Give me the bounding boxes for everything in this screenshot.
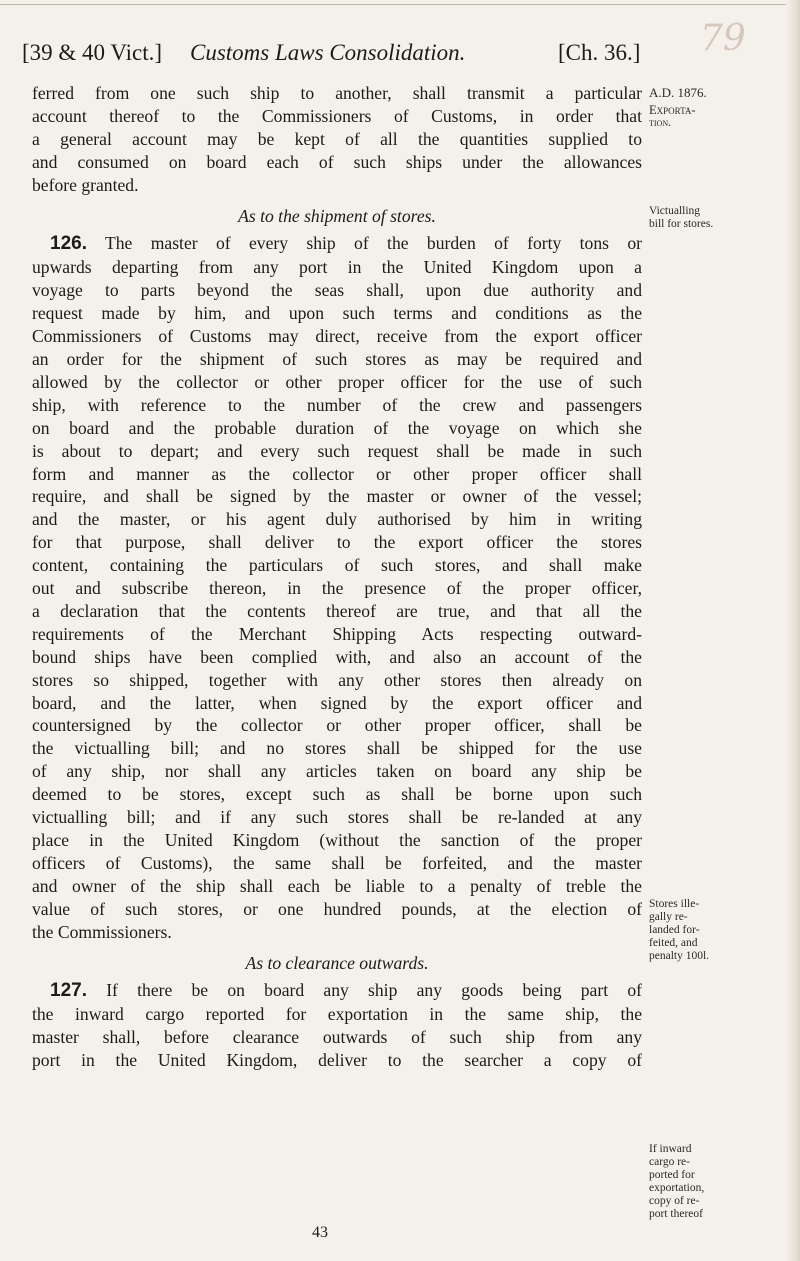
text-line: port in the United Kingdom, deliver to the searcher a copy of [32,1050,642,1071]
text-line: value of such stores, or one hundred pounds, at the election of [32,898,642,919]
margin-line: Victualling [649,205,701,217]
margin-note-exportation [649,104,789,130]
text-line: ferred from one such ship to another, shall transmit a particular [32,83,642,103]
text-line: victualling bill; and if any such stores shall be re-landed at any [32,807,642,828]
text-line: place in the United Kingdom (without the sanction of the proper [32,830,642,850]
header-title: Customs Laws Consolidation. [190,40,466,65]
margin-line: port thereof [649,1208,703,1220]
text-line: allowed by the collector or other proper officer for the use of such [32,371,642,392]
margin-note-inward-cargo [649,1143,789,1221]
text-line: and consumed on board each of such ships under the allowances [32,151,642,172]
margin-line: ported for [649,1169,695,1181]
section-heading-shipment-of-stores: As to the shipment of stores. [238,205,436,226]
margin-line: exportation, [649,1182,705,1194]
text-line: form and manner as the collector or other proper officer shall [32,463,642,484]
text-line: officers of Customs), the same shall be forfeited, and the master [32,852,642,873]
margin-note-year [649,86,789,99]
text-line: is about to depart; and every such request shall be made in such [32,440,642,461]
text-line: require, and shall be signed by the master or owner of the vessel; [32,486,642,507]
page-edge-shadow [786,0,800,1261]
text-line: the victualling bill; and no stores shall be shipped for the use [32,738,642,759]
section-heading-clearance-outwards: As to clearance outwards. [245,952,429,973]
text-line: of any ship, nor shall any articles taken on board any ship be [32,761,642,782]
text-line: countersigned by the collector or other proper officer, shall be [32,715,642,736]
text-line: The master of every ship of the burden of forty tons or [105,233,642,254]
margin-note-victualling-bill [649,205,789,231]
margin-line: copy of re- [649,1195,700,1207]
margin-line: feited, and [649,937,698,949]
text-line: before granted. [32,174,139,195]
text-line: on board and the probable duration of the voyage on which she [32,417,642,438]
text-line: voyage to parts beyond the seas shall, upon due authority and [32,280,642,301]
text-line: upwards departing from any port in the United Kingdom upon a [32,257,642,278]
text-line: content, containing the particulars of such stores, and shall make [32,555,642,576]
text-line: request made by him, and upon such terms and conditions as the [32,303,642,324]
margin-year: A.D. 1876. [649,85,707,100]
margin-line: cargo re- [649,1156,690,1168]
text-line: account thereof to the Commissioners of Customs, in order that [32,105,642,126]
margin-line: If inward [649,1143,692,1155]
text-line: If there be on board any ship any goods being part of [106,980,642,1001]
text-line: stores so shipped, together with any other stores then already on [32,669,642,690]
text-line: the Commissioners. [32,921,172,942]
text-line: out and subscribe thereon, in the presence of the proper officer, [32,578,642,599]
margin-line: Stores ille- [649,898,700,910]
header-regnal-year: [39 & 40 Vict.] [22,40,163,65]
text-line: deemed to be stores, except such as shall be borne upon such [32,784,642,805]
section-127-first-line [32,979,642,1003]
text-line: requirements of the Merchant Shipping Acts respecting outward- [32,623,642,644]
text-line: master shall, before clearance outwards of such ship from any [32,1027,642,1048]
margin-line: bill for stores. [649,218,714,230]
text-line: a general account may be kept of all the quantities supplied to [32,128,642,149]
text-line: for that purpose, shall deliver to the export officer the stores [32,532,642,553]
text-line: board, and the latter, when signed by the export officer and [32,692,642,713]
margin-line: landed for- [649,924,700,936]
margin-line: penalty 100l. [649,950,710,962]
top-rule [0,4,786,5]
margin-line: gally re- [649,911,688,923]
text-line: the inward cargo reported for exportation in the same ship, the [32,1004,642,1025]
margin-note-stores-relanded [649,898,789,963]
text-line: ship, with reference to the number of the crew and passengers [32,394,642,415]
text-line: and owner of the ship shall each be liable to a penalty of treble the [32,875,642,896]
handwritten-folio-number: 79 [700,18,746,59]
header-chapter: [Ch. 36.] [558,40,641,65]
text-line: and the master, or his agent duly authorised by him in writing [32,509,642,530]
text-line: bound ships have been complied with, and also an account of the [32,646,642,667]
section-number-127: 127. [50,980,87,1002]
section-number-126: 126. [50,233,87,255]
main-text [32,82,642,1072]
page-number: 43 [312,1224,328,1241]
margin-line: Exporta- [649,103,696,117]
text-line: an order for the shipment of such stores as may be required and [32,348,642,369]
text-line: Commissioners of Customs may direct, receive from the export officer [32,326,642,347]
margin-line: tion. [649,117,671,129]
section-126-first-line [32,232,642,256]
text-line: a declaration that the contents thereof are true, and that all the [32,600,642,621]
running-header [22,40,672,70]
